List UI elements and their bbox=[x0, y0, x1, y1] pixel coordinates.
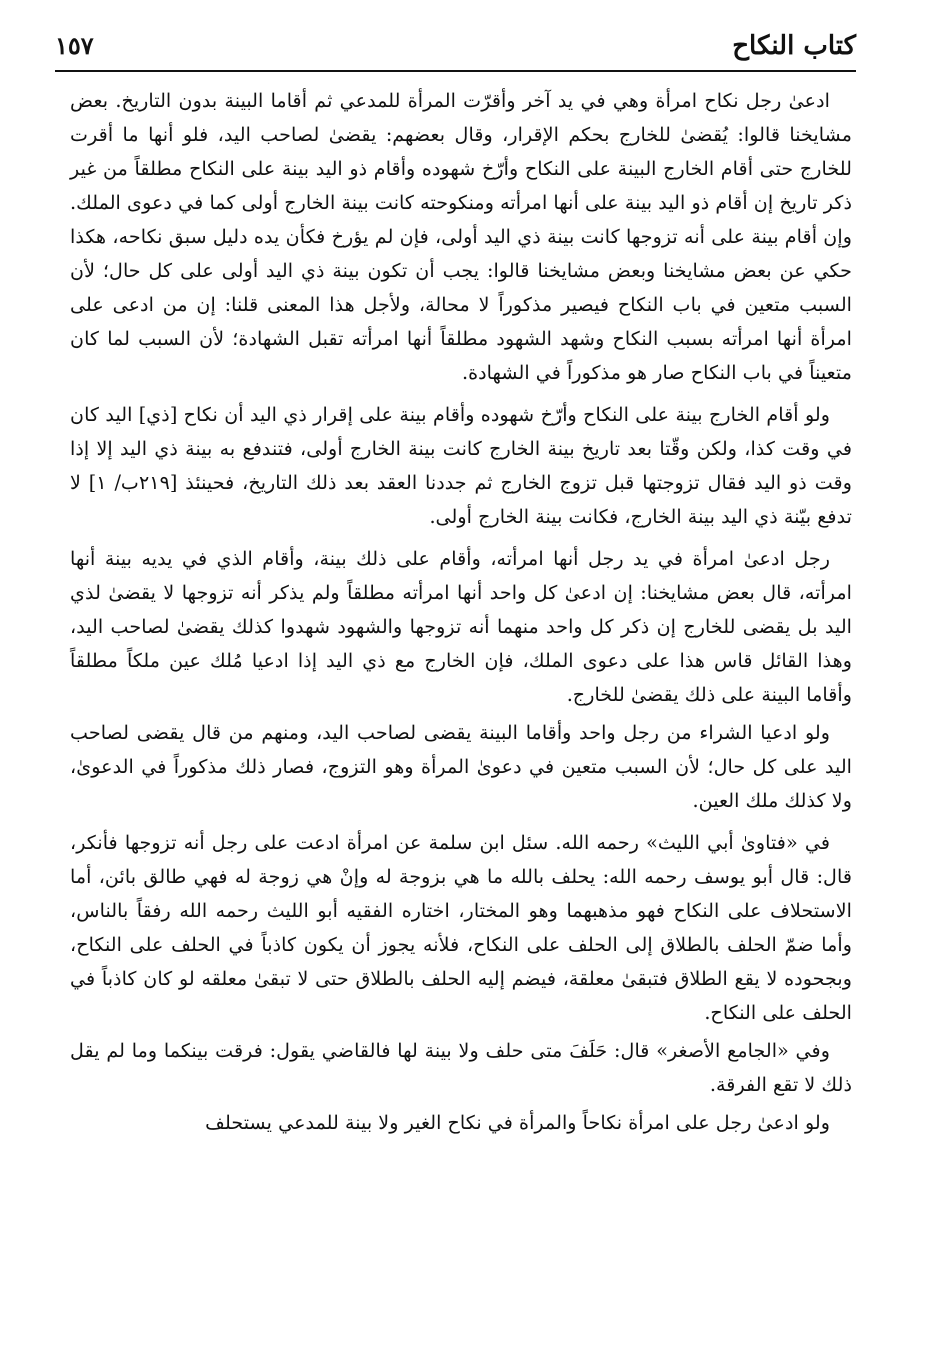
body-text bbox=[70, 84, 852, 1140]
paragraph-3: رجل ادعىٰ امرأة في يد رجل أنها امرأته، وأقام على ذلك بينة، وأقام الذي في يديه بينة أنها امرأته، قال بعض مشايخنا: إن ادعىٰ كل واحد أنها امرأته مطلقاً ولم يذكر أنه تزوجها لا يقضىٰ لذي اليد بل يقضى للخارج إن ذكر كل واحد منهما أنه تزوجها والشهود شهدوا كذلك يقضىٰ لصاحب اليد، وهذا القائل قاس هذا على دعوى الملك، فإن الخارج مع ذي اليد إذا ادعيا مُلك عين ملكاً مطلقاً وأقاما البينة على ذلك يقضىٰ للخارج. bbox=[70, 547, 852, 706]
paragraph-7: ولو ادعىٰ رجل على امرأة نكاحاً والمرأة في نكاح الغير ولا بينة للمدعي يستحلف bbox=[205, 1111, 830, 1134]
paragraph-2: ولو أقام الخارج بينة على النكاح وأرّخ شهوده وأقام بينة على إقرار ذي اليد أن نكاح [ذي] اليد كان في وقت كذا، ولكن وقّتا بعد تاريخ بينة الخارج كانت بينة الخارج أولى، فتندفع به بينة ذي اليد إلا إذا وقت ذو اليد فقال تزوجتها قبل تزوج الخارج ثم جددنا العقد بعد ذلك التاريخ، فحينئذ [٢١٩ب/ ١] لا تدفع بيّنة ذي اليد بينة الخارج، فكانت بينة الخارج أولى. bbox=[70, 403, 852, 528]
paragraph-4: ولو ادعيا الشراء من رجل واحد وأقاما البينة يقضى لصاحب اليد، ومنهم من قال يقضى لصاحب اليد على كل حال؛ لأن السبب متعين في دعوىٰ المرأة وهو التزوج، فصار ذلك مذكوراً في الدعوىٰ، ولا كذلك ملك العين. bbox=[70, 721, 852, 812]
paragraph-6: وفي «الجامع الأصغر» قال: حَلَفَ متى حلف ولا بينة لها فالقاضي يقول: فرقت بينكما وما لم يقل ذلك لا تقع الفرقة. bbox=[70, 1039, 852, 1096]
header-divider bbox=[55, 70, 856, 72]
paragraph-5: في «فتاوىٰ أبي الليث» رحمه الله. سئل ابن سلمة عن امرأة ادعت على رجل أنه تزوجها فأنكر، قال: قال أبو يوسف رحمه الله: يحلف بالله ما هي بزوجة له وإنْ هي زوجة له فهي طالق بائن، أما الاستحلاف على النكاح فهو مذهبهما وهو المختار، اختاره الفقيه أبو الليث رحمه الله رفقاً بالناس، وأما ضمّ الحلف بالطلاق إلى الحلف على النكاح، فلأنه يجوز أن يكون كاذباً في الحلف على النكاح، وبجحوده لا يقع الطلاق فتبقىٰ معلقة، فيضم إليه الحلف بالطلاق حتى لا تبقىٰ معلقه لو كان كاذباً في الحلف على النكاح. bbox=[70, 831, 852, 1024]
paragraph-1: ادعىٰ رجل نكاح امرأة وهي في يد آخر وأقرّت المرأة للمدعي ثم أقاما البينة بدون التاريخ. بعض مشايخنا قالوا: يُقضىٰ للخارج بحكم الإقرار، وقال بعضهم: يقضىٰ لصاحب اليد، فلو أنها ما أقرت للخارج حتى أقام الخارج البينة على النكاح وأرّخ شهوده وأقام ذو اليد بينة على النكاح مطلقاً من غير ذكر تاريخ إن أقام ذو اليد بينة على أنها امرأته ومنكوحته كانت بينة الخارج أولى كما في دعوى الملك. وإن أقام بينة على أنه تزوجها كانت بينة ذي اليد أولى، فإن لم يؤرخ فكأن يده دليل سبق نكاحه، هكذا حكي عن بعض مشايخنا وبعض مشايخنا قالوا: يجب أن تكون بينة ذي اليد أولى على كل حال؛ لأن السبب متعين في باب النكاح فيصير مذكوراً لا محالة، ولأجل هذا المعنى قلنا: إن من ادعى على امرأة أنها امرأته بسبب النكاح وشهد الشهود مطلقاً أنها امرأته تقبل الشهادة؛ لأن السبب لما كان متعيناً في باب النكاح صار هو مذكوراً في الشهادة. bbox=[70, 89, 852, 384]
chapter-title: كتاب النكاح bbox=[732, 31, 856, 61]
page-header bbox=[55, 28, 856, 72]
page-number: ١٥٧ bbox=[55, 31, 94, 60]
